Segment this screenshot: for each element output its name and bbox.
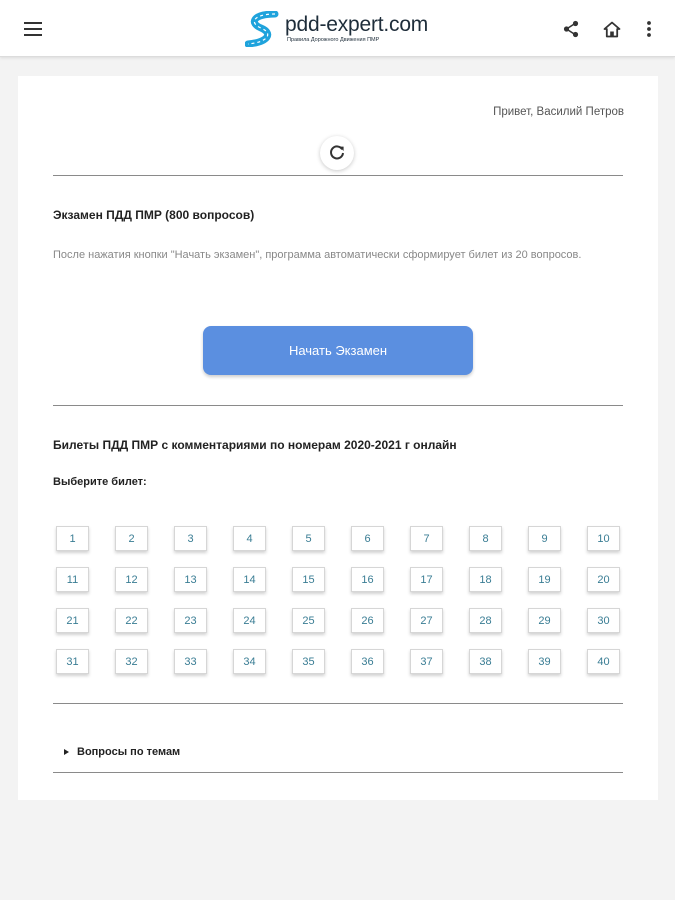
refresh-icon [328,144,346,162]
exam-description: После нажатия кнопки "Начать экзамен", программа автоматически сформирует билет из 20 вопросов. [53,249,582,261]
ticket-button[interactable]: 40 [587,649,620,674]
user-greeting: Привет, Василий Петров [493,106,624,118]
ticket-button[interactable]: 11 [56,567,89,592]
ticket-button[interactable]: 16 [351,567,384,592]
ticket-button[interactable]: 2 [115,526,148,551]
content-card [18,76,658,800]
ticket-button[interactable]: 37 [410,649,443,674]
ticket-button[interactable]: 34 [233,649,266,674]
ticket-button[interactable]: 24 [233,608,266,633]
choose-ticket-label: Выберите билет: [53,476,147,488]
ticket-button[interactable]: 15 [292,567,325,592]
divider [53,175,623,176]
ticket-button[interactable]: 29 [528,608,561,633]
ticket-button[interactable]: 18 [469,567,502,592]
top-app-bar [0,0,675,57]
ticket-button[interactable]: 35 [292,649,325,674]
ticket-button[interactable]: 33 [174,649,207,674]
ticket-button[interactable]: 17 [410,567,443,592]
ticket-button[interactable]: 6 [351,526,384,551]
site-logo[interactable] [245,11,445,47]
ticket-button[interactable]: 27 [410,608,443,633]
menu-icon [24,22,42,36]
ticket-button[interactable]: 7 [410,526,443,551]
logo-road-icon [245,11,283,47]
share-button[interactable] [556,14,586,44]
home-button[interactable] [597,14,627,44]
ticket-button[interactable]: 20 [587,567,620,592]
ticket-button[interactable]: 21 [56,608,89,633]
site-tagline: Правила Дорожного Движения ПМР [287,37,380,43]
ticket-button[interactable]: 1 [56,526,89,551]
divider [53,772,623,773]
more-options-button[interactable] [634,14,664,44]
ticket-button[interactable]: 36 [351,649,384,674]
menu-button[interactable] [18,14,48,44]
ticket-button[interactable]: 38 [469,649,502,674]
ticket-button[interactable]: 3 [174,526,207,551]
exam-title: Экзамен ПДД ПМР (800 вопросов) [53,208,255,222]
ticket-button[interactable]: 31 [56,649,89,674]
refresh-button[interactable] [320,136,354,170]
topics-label: Вопросы по темам [77,746,181,758]
ticket-button[interactable]: 14 [233,567,266,592]
ticket-button[interactable]: 26 [351,608,384,633]
caret-right-icon [64,749,69,755]
ticket-button[interactable]: 4 [233,526,266,551]
site-name: pdd-expert.com [285,13,429,36]
ticket-button[interactable]: 5 [292,526,325,551]
ticket-button[interactable]: 30 [587,608,620,633]
start-exam-button[interactable]: Начать Экзамен [203,326,473,375]
ticket-button[interactable]: 22 [115,608,148,633]
ticket-button[interactable]: 10 [587,526,620,551]
more-vertical-icon [646,20,652,38]
ticket-button[interactable]: 9 [528,526,561,551]
tickets-title: Билеты ПДД ПМР с комментариями по номерам 2020-2021 г онлайн [53,438,457,452]
ticket-grid [56,526,621,674]
divider [53,703,623,704]
divider [53,405,623,406]
topics-toggle[interactable] [64,746,180,758]
ticket-button[interactable]: 28 [469,608,502,633]
ticket-button[interactable]: 8 [469,526,502,551]
ticket-button[interactable]: 13 [174,567,207,592]
ticket-button[interactable]: 23 [174,608,207,633]
ticket-button[interactable]: 12 [115,567,148,592]
share-icon [562,20,580,38]
ticket-button[interactable]: 19 [528,567,561,592]
ticket-button[interactable]: 25 [292,608,325,633]
ticket-button[interactable]: 39 [528,649,561,674]
home-icon [603,21,621,38]
ticket-button[interactable]: 32 [115,649,148,674]
